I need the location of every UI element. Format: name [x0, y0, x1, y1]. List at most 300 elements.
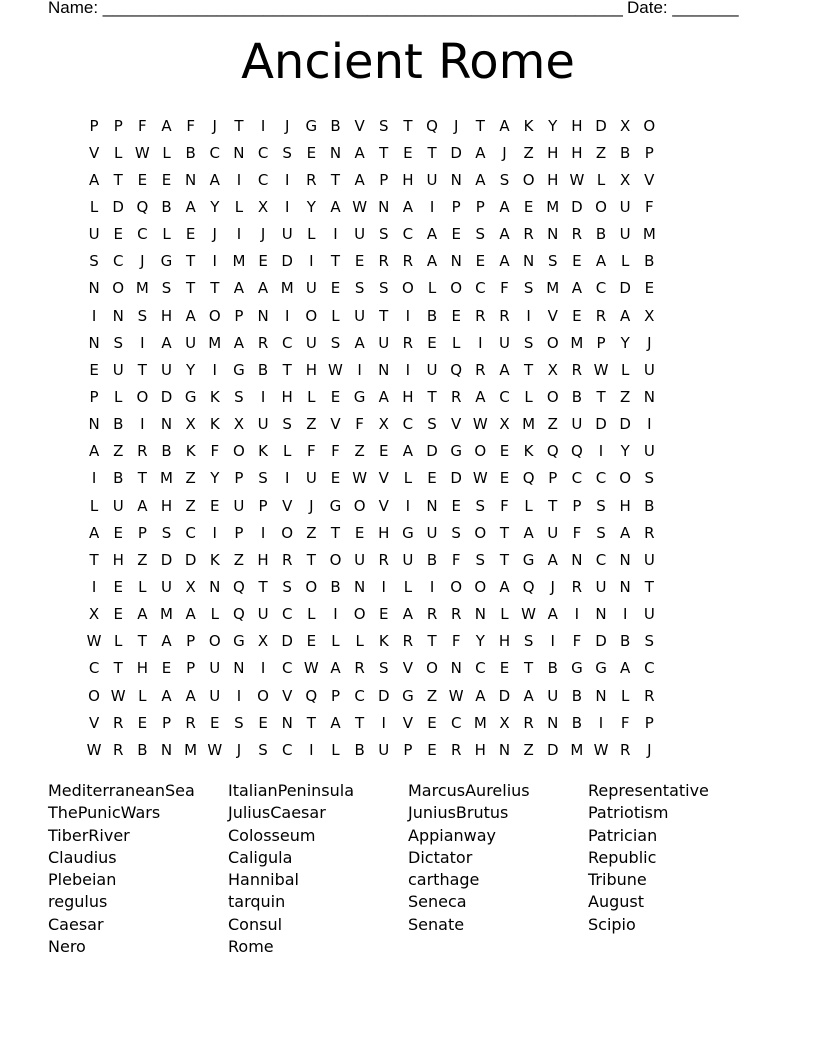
grid-letter: U — [354, 225, 366, 244]
grid-row — [82, 438, 661, 465]
grid-row — [82, 601, 661, 628]
grid-letter: O — [546, 333, 559, 352]
grid-letter: T — [210, 279, 220, 298]
grid-letter: U — [498, 333, 510, 352]
grid-letter: A — [475, 387, 486, 406]
grid-letter: S — [475, 496, 486, 515]
grid-letter: A — [547, 550, 558, 569]
grid-letter: F — [210, 442, 220, 461]
grid-letter: R — [137, 442, 148, 461]
grid-letter: R — [450, 387, 462, 406]
grid-letter: F — [138, 116, 147, 135]
grid-letter: L — [138, 577, 147, 596]
grid-letter: N — [547, 225, 559, 244]
grid-letter: J — [212, 225, 217, 244]
grid-letter: L — [114, 387, 123, 406]
grid-letter: W — [472, 469, 488, 488]
grid-letter: I — [381, 577, 386, 596]
grid-letter: D — [498, 686, 511, 705]
grid-letter: E — [451, 306, 461, 325]
grid-letter: A — [499, 116, 510, 135]
grid-letter: E — [137, 170, 148, 189]
word-list-column — [408, 780, 588, 958]
grid-letter: U — [378, 333, 390, 352]
grid-letter: X — [257, 632, 269, 651]
grid-row — [82, 221, 661, 248]
grid-letter: T — [306, 713, 316, 732]
grid-letter: D — [546, 740, 559, 759]
grid-letter: E — [523, 197, 534, 216]
grid-letter: R — [112, 740, 124, 759]
grid-letter: N — [233, 143, 245, 162]
grid-letter: O — [401, 279, 414, 298]
grid-letter: W — [352, 469, 368, 488]
grid-letter: D — [184, 550, 197, 569]
grid-letter: D — [619, 279, 631, 298]
grid-letter: S — [475, 225, 486, 244]
word-list-item: Senate — [408, 914, 465, 934]
grid-letter: S — [523, 632, 534, 651]
grid-letter: S — [354, 279, 365, 298]
grid-letter: O — [88, 686, 100, 705]
grid-letter: I — [550, 632, 555, 651]
grid-letter: I — [212, 252, 217, 271]
grid-letter: A — [499, 197, 510, 216]
grid-letter: S — [523, 333, 534, 352]
grid-letter: A — [161, 116, 172, 135]
grid-letter: N — [595, 686, 607, 705]
grid-letter: O — [595, 197, 607, 216]
grid-letter: T — [379, 143, 389, 162]
grid-letter: U — [402, 550, 414, 569]
grid-letter: B — [547, 659, 558, 678]
grid-letter: T — [427, 632, 437, 651]
grid-letter: G — [450, 442, 462, 461]
grid-letter: N — [426, 496, 438, 515]
grid-letter: Y — [306, 197, 316, 216]
grid-letter: G — [233, 360, 245, 379]
grid-letter: L — [162, 143, 171, 162]
grid-letter: L — [620, 252, 630, 271]
grid-letter: U — [305, 279, 317, 298]
grid-letter: N — [450, 252, 462, 271]
grid-letter: I — [91, 577, 97, 596]
grid-letter: E — [499, 442, 510, 461]
grid-letter: C — [595, 550, 607, 569]
grid-letter: S — [475, 550, 486, 569]
grid-letter: U — [112, 496, 124, 515]
grid-letter: A — [571, 279, 583, 298]
grid-letter: N — [160, 740, 173, 759]
grid-letter: S — [258, 740, 268, 759]
grid-letter: S — [378, 279, 389, 298]
grid-letter: U — [305, 333, 317, 352]
grid-letter: A — [330, 197, 341, 216]
grid-letter: V — [88, 713, 100, 732]
grid-letter: Q — [522, 577, 535, 596]
grid-letter: O — [474, 442, 487, 461]
grid-letter: M — [135, 279, 149, 298]
grid-row — [82, 193, 661, 220]
grid-letter: J — [647, 740, 652, 759]
grid-letter: J — [140, 252, 145, 271]
grid-letter: T — [137, 469, 147, 488]
grid-letter: Z — [306, 523, 317, 542]
word-list-item: Seneca — [408, 892, 467, 912]
grid-row — [82, 492, 661, 519]
grid-letter: V — [451, 415, 462, 434]
grid-letter: N — [329, 143, 342, 162]
grid-letter: C — [281, 333, 293, 352]
grid-letter: N — [643, 387, 655, 406]
grid-letter: U — [643, 550, 655, 569]
grid-letter: P — [596, 333, 606, 352]
grid-letter: I — [212, 523, 217, 542]
grid-letter: M — [546, 197, 560, 216]
grid-letter: N — [378, 360, 390, 379]
grid-letter: N — [257, 306, 269, 325]
word-list-item: tarquin — [228, 892, 286, 912]
grid-letter: W — [110, 686, 126, 705]
grid-letter: V — [282, 686, 293, 705]
grid-letter: P — [89, 387, 99, 406]
grid-letter: A — [547, 605, 558, 624]
grid-letter: E — [161, 170, 172, 189]
grid-letter: C — [281, 605, 293, 624]
grid-letter: M — [522, 415, 536, 434]
grid-letter: A — [161, 632, 172, 651]
grid-row — [82, 248, 661, 275]
grid-letter: A — [426, 252, 438, 271]
grid-letter: N — [160, 415, 173, 434]
grid-letter: R — [523, 225, 534, 244]
grid-letter: U — [209, 686, 221, 705]
grid-row — [82, 573, 661, 600]
grid-letter: Q — [305, 686, 318, 705]
grid-letter: L — [524, 496, 533, 515]
grid-letter: X — [185, 415, 196, 434]
grid-letter: B — [161, 197, 172, 216]
grid-letter: Z — [306, 415, 317, 434]
grid-letter: R — [619, 740, 631, 759]
grid-letter: E — [89, 360, 99, 379]
grid-letter: I — [598, 442, 604, 461]
grid-row — [82, 275, 661, 302]
grid-letter: B — [330, 116, 341, 135]
grid-letter: O — [257, 686, 269, 705]
grid-letter: R — [112, 713, 124, 732]
grid-letter: Z — [595, 143, 607, 162]
grid-letter: V — [282, 496, 293, 515]
grid-letter: Q — [426, 116, 438, 135]
grid-letter: R — [475, 360, 486, 379]
grid-letter: E — [113, 577, 123, 596]
grid-letter: A — [402, 442, 414, 461]
grid-letter: W — [448, 686, 464, 705]
grid-letter: U — [88, 225, 100, 244]
grid-letter: S — [258, 469, 268, 488]
grid-letter: I — [381, 713, 386, 732]
grid-letter: J — [309, 496, 314, 515]
grid-letter: B — [330, 577, 341, 596]
grid-letter: R — [523, 713, 534, 732]
grid-letter: N — [619, 550, 631, 569]
word-list-item: Rome — [228, 937, 274, 957]
grid-letter: N — [498, 740, 511, 759]
grid-letter: X — [620, 170, 631, 189]
grid-letter: H — [378, 523, 390, 542]
grid-letter: S — [282, 143, 292, 162]
grid-letter: U — [595, 577, 607, 596]
grid-letter: Z — [185, 496, 196, 515]
grid-letter: H — [474, 740, 486, 759]
grid-letter: T — [524, 360, 534, 379]
grid-letter: U — [281, 225, 293, 244]
word-list-item: Nero — [48, 937, 86, 957]
grid-letter: B — [571, 686, 583, 705]
grid-letter: P — [137, 523, 147, 542]
grid-letter: S — [282, 415, 292, 434]
grid-letter: C — [450, 713, 462, 732]
grid-letter: R — [571, 577, 583, 596]
grid-letter: I — [140, 415, 145, 434]
grid-row — [82, 383, 661, 410]
grid-letter: R — [378, 252, 389, 271]
word-list-item: JuliusCaesar — [228, 803, 326, 823]
grid-letter: U — [378, 740, 390, 759]
grid-letter: I — [357, 360, 362, 379]
grid-letter: I — [526, 306, 531, 325]
grid-letter: U — [619, 197, 631, 216]
grid-letter: K — [523, 116, 534, 135]
grid-letter: E — [306, 143, 317, 162]
grid-letter: Z — [523, 143, 534, 162]
grid-letter: T — [475, 116, 485, 135]
grid-letter: L — [355, 632, 364, 651]
grid-letter: J — [236, 740, 242, 759]
grid-letter: O — [522, 170, 535, 189]
grid-letter: I — [309, 252, 314, 271]
grid-letter: C — [209, 143, 221, 162]
grid-letter: O — [450, 279, 463, 298]
grid-letter: X — [620, 116, 631, 135]
grid-letter: C — [475, 279, 486, 298]
grid-letter: M — [184, 740, 198, 759]
grid-letter: P — [113, 116, 123, 135]
grid-letter: H — [498, 632, 511, 651]
word-list-item: Caesar — [48, 914, 104, 934]
grid-letter: F — [572, 523, 582, 542]
word-list-item: Patrician — [588, 825, 658, 845]
grid-letter: P — [644, 143, 654, 162]
word-list-item: TiberRiver — [48, 825, 130, 845]
grid-letter: D — [450, 469, 462, 488]
grid-letter: U — [233, 496, 245, 515]
grid-letter: U — [643, 442, 655, 461]
grid-letter: I — [260, 116, 266, 135]
grid-letter: A — [595, 252, 607, 271]
grid-letter: M — [546, 279, 560, 298]
grid-letter: E — [137, 713, 148, 732]
grid-row — [82, 465, 661, 492]
grid-letter: A — [330, 713, 341, 732]
grid-letter: S — [523, 279, 534, 298]
grid-letter: I — [260, 387, 266, 406]
grid-letter: T — [427, 143, 437, 162]
grid-letter: E — [644, 279, 655, 298]
grid-letter: O — [305, 306, 318, 325]
grid-letter: K — [378, 632, 389, 651]
grid-letter: M — [160, 605, 173, 624]
grid-letter: C — [88, 659, 100, 678]
grid-letter: A — [499, 252, 510, 271]
grid-letter: F — [355, 415, 364, 434]
grid-letter: R — [475, 306, 486, 325]
grid-letter: L — [307, 605, 316, 624]
grid-letter: D — [619, 415, 631, 434]
grid-letter: V — [354, 116, 365, 135]
grid-letter: O — [426, 659, 438, 678]
grid-letter: U — [643, 605, 655, 624]
grid-letter: V — [547, 306, 558, 325]
grid-letter: B — [620, 143, 631, 162]
grid-letter: W — [303, 659, 319, 678]
grid-letter: U — [161, 360, 172, 379]
grid-letter: M — [642, 225, 656, 244]
grid-letter: T — [137, 632, 147, 651]
grid-letter: T — [499, 550, 510, 569]
grid-letter: A — [499, 577, 510, 596]
grid-letter: W — [472, 415, 488, 434]
grid-letter: O — [136, 387, 149, 406]
grid-letter: L — [331, 740, 340, 759]
word-list-item: Hannibal — [228, 870, 299, 890]
grid-letter: D — [595, 632, 607, 651]
grid-letter: U — [161, 577, 172, 596]
grid-letter: C — [281, 740, 293, 759]
grid-letter: N — [88, 279, 100, 298]
date-field-label: Date: _______ — [627, 0, 739, 17]
grid-letter: E — [113, 225, 123, 244]
grid-letter: V — [88, 143, 100, 162]
grid-letter: D — [377, 686, 390, 705]
grid-letter: Y — [620, 442, 630, 461]
grid-letter: A — [378, 387, 389, 406]
grid-letter: N — [354, 577, 366, 596]
grid-letter: Y — [548, 116, 558, 135]
grid-letter: E — [306, 632, 317, 651]
grid-letter: R — [281, 550, 293, 569]
grid-letter: P — [186, 632, 196, 651]
grid-row — [82, 329, 661, 356]
grid-letter: T — [234, 116, 244, 135]
grid-letter: A — [426, 225, 438, 244]
grid-letter: U — [426, 523, 438, 542]
grid-letter: Z — [620, 387, 631, 406]
grid-letter: S — [499, 170, 510, 189]
grid-letter: D — [426, 442, 438, 461]
grid-letter: X — [88, 605, 100, 624]
grid-letter: A — [88, 442, 100, 461]
grid-letter: O — [450, 577, 463, 596]
grid-letter: N — [112, 306, 124, 325]
grid-letter: F — [307, 442, 316, 461]
grid-letter: N — [474, 605, 486, 624]
grid-letter: S — [137, 306, 148, 325]
grid-letter: S — [547, 252, 558, 271]
grid-letter: Q — [450, 360, 463, 379]
grid-letter: A — [209, 170, 220, 189]
grid-letter: E — [330, 469, 341, 488]
grid-letter: C — [402, 415, 414, 434]
word-list-item: Caligula — [228, 847, 293, 867]
grid-letter: M — [570, 333, 584, 352]
grid-letter: P — [234, 469, 244, 488]
word-list-item: Tribune — [588, 870, 647, 890]
grid-letter: G — [233, 632, 245, 651]
grid-letter: E — [210, 713, 220, 732]
grid-letter: Y — [475, 632, 485, 651]
grid-letter: N — [619, 577, 631, 596]
grid-letter: R — [402, 252, 414, 271]
grid-letter: I — [333, 225, 338, 244]
word-search-grid — [82, 112, 661, 763]
grid-letter: U — [257, 605, 269, 624]
grid-letter: Q — [233, 577, 245, 596]
grid-letter: E — [427, 333, 437, 352]
grid-letter: G — [184, 387, 197, 406]
grid-letter: R — [571, 360, 583, 379]
word-list-column — [48, 780, 228, 958]
grid-letter: N — [233, 659, 245, 678]
grid-letter: Z — [426, 686, 438, 705]
grid-letter: R — [450, 605, 462, 624]
grid-letter: X — [185, 577, 196, 596]
grid-letter: I — [91, 469, 97, 488]
grid-letter: I — [140, 333, 145, 352]
grid-letter: T — [524, 659, 534, 678]
grid-letter: A — [185, 306, 196, 325]
grid-letter: N — [547, 713, 559, 732]
grid-letter: S — [451, 523, 461, 542]
grid-letter: H — [112, 550, 124, 569]
grid-letter: U — [426, 360, 438, 379]
grid-letter: I — [236, 225, 242, 244]
grid-letter: B — [644, 496, 655, 515]
grid-letter: R — [595, 306, 607, 325]
grid-letter: F — [451, 550, 461, 569]
grid-letter: N — [185, 170, 197, 189]
word-list-item: Republic — [588, 847, 657, 867]
grid-letter: K — [209, 387, 220, 406]
grid-letter: I — [574, 605, 580, 624]
grid-letter: X — [644, 306, 655, 325]
grid-letter: A — [499, 360, 510, 379]
grid-letter: R — [354, 659, 365, 678]
grid-letter: T — [113, 170, 123, 189]
grid-letter: N — [209, 577, 221, 596]
grid-letter: R — [499, 306, 510, 325]
grid-letter: A — [88, 523, 100, 542]
grid-letter: I — [647, 415, 652, 434]
grid-letter: F — [331, 442, 340, 461]
grid-letter: B — [113, 415, 124, 434]
grid-letter: S — [596, 496, 606, 515]
grid-letter: W — [593, 740, 609, 759]
grid-letter: T — [186, 252, 196, 271]
grid-letter: I — [405, 360, 411, 379]
grid-letter: O — [474, 577, 487, 596]
